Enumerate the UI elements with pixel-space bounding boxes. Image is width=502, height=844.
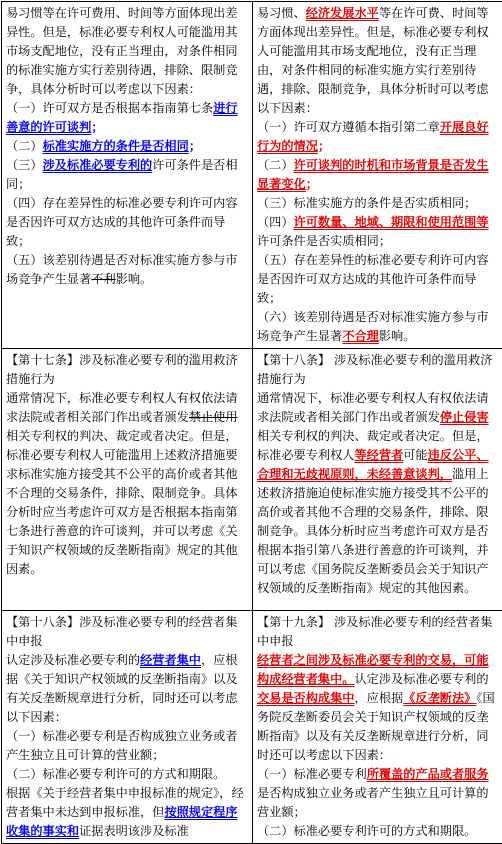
text: 相关专利权的判决、裁定或者决定。但是，标准必要专利权人 <box>257 429 489 462</box>
highlighted-text: 按照规定程序收集的事实和 <box>6 805 238 838</box>
article-title: 【第十七条】涉及标准必要专利的滥用救济措施行为 <box>6 351 249 389</box>
added-text: 许可数量、地域、期限和使用范围等 <box>294 215 489 229</box>
item-text: （二） <box>257 158 294 172</box>
list-item <box>257 765 500 822</box>
added-text: 停止侵害 <box>440 410 489 424</box>
list-item: （五）存在差异性的标准必要专利许可内容是否因许可双方达成的其他许可条件而导致； <box>257 251 500 308</box>
punct: ； <box>91 120 103 134</box>
paragraph <box>257 4 500 118</box>
paragraph <box>257 389 500 598</box>
item-text: （五）该差别待遇是否对标准实施方参与市场竞争产生显著 <box>6 253 238 286</box>
new-text-cell <box>253 611 502 844</box>
added-text: 开展良好行为的情况 <box>257 120 489 153</box>
item-text: 许可条件是否相同； <box>6 158 238 191</box>
highlighted-text: 经营者集中 <box>140 653 201 667</box>
item-text: （二） <box>6 139 43 153</box>
text: 认定涉及标准必要专利的 <box>6 653 140 667</box>
text: 通常情况下，标准必要专利权人有权依法请求法院或者相关部门作出或者颁发 <box>257 391 489 424</box>
list-item: （二）标准必要专利许可的方式和期限。 <box>257 822 500 841</box>
new-text-cell <box>253 2 502 349</box>
added-text: 所覆盖的产品或者服务 <box>367 767 489 781</box>
text: 等在许可费、时间等方面体现出差异性。但是，标准必要专利权人可能滥用其市场支配地位，没有正当理由，对条件相同的标准实施方实行差别待遇，排除、限制竞争，具体分析时可以考虑以下因素： <box>257 6 489 115</box>
punct: ； <box>318 139 330 153</box>
table-row <box>2 2 502 349</box>
text: 《国务院反垄断委员会关于知识产权领域的反垄断指南》以及有关反垄断规章进行分析，同时还可以考虑以下因素： <box>257 691 495 762</box>
paragraph <box>6 389 249 579</box>
text: 可能 <box>403 448 427 462</box>
article-title: 【第十八条】涉及标准必要专利的经营者集中申报 <box>6 613 249 651</box>
item-text: （三） <box>6 158 43 172</box>
item-text: （六）该差别待遇是否对标准实施方参与市场竞争产生显著 <box>257 310 489 343</box>
paragraph <box>6 651 249 727</box>
old-text-cell <box>2 349 253 611</box>
list-item: （四）存在差异性的标准必要专利许可内容是否因许可双方达成的其他许可条件而导致； <box>6 194 249 251</box>
list-item <box>257 118 500 156</box>
text: 滥用上述救济措施迫使标准实施方接受其不公平的高价或者其他不合理的交易条件，排除、限制竞争。具体分析时应当考虑许可双方是否根据本指引第八条进行善意的许可谈判，并可以考虑《国务院反垄断委员会关于知识产权领域的反垄断指南》规定的其他因素。 <box>257 467 489 595</box>
paragraph <box>257 651 500 765</box>
added-text: 《反垄断法》 <box>403 691 476 705</box>
item-text: （一）许可双方是否根据本指南第七条 <box>6 101 213 115</box>
text: 通常情况下，标准必要专利权人有权依法请求法院或者相关部门作出或者颁发 <box>6 391 238 424</box>
text: ，应根据 <box>355 691 404 705</box>
list-item <box>6 137 249 156</box>
deleted-text: 禁止使用 <box>189 410 238 424</box>
list-item <box>257 308 500 346</box>
table-row <box>2 611 502 844</box>
text: 认定涉及标准必要专利的 <box>355 672 489 686</box>
added-text: 交易是否构成集中 <box>257 691 355 705</box>
punct: ； <box>189 139 201 153</box>
punct: ； <box>306 177 318 191</box>
list-item: （二）标准必要专利许可的方式和期限。 <box>6 765 249 784</box>
old-text-cell <box>2 2 253 349</box>
comparison-table <box>1 1 502 844</box>
list-item <box>257 156 500 194</box>
added-text: 违反公平、合理和无歧视原则，未经善意谈判， <box>257 448 489 481</box>
added-text: 不合理 <box>342 329 379 343</box>
article-title: 【第十九条】 涉及标准必要专利的经营者集中申报 <box>257 613 500 651</box>
highlighted-text: 进行善意的许可谈判 <box>6 101 238 134</box>
paragraph: 易习惯等在许可费用、时间等方面体现出差异性。但是，标准必要专利权人可能滥用其市场支配地位，没有正当理由，对条件相同的标准实施方实行差别待遇，排除、限制竞争，具体分析时可以考虑以下因素： <box>6 4 249 99</box>
list-item <box>257 213 500 251</box>
added-text: 经济发展水平 <box>306 6 379 20</box>
highlighted-text: 标准实施方的条件是否相同 <box>43 139 189 153</box>
item-text: （四） <box>257 215 294 229</box>
list-item: （三）标准实施方的条件是否实质相同； <box>257 194 500 213</box>
item-text: 是否构成独立业务或者产生独立且可计算的营业额； <box>257 786 489 819</box>
text: 易习惯、 <box>257 6 306 20</box>
item-text: 许可条件是否实质相同； <box>257 234 391 248</box>
text: ，应根据《关于知识产权领域的反垄断指南》以及有关反垄断规章进行分析，同时还可以考虑以下因素： <box>6 653 238 724</box>
highlighted-text: 涉及标准必要专利的 <box>43 158 153 172</box>
text: 相关专利权的判决、裁定或者决定。但是，标准必要专利权人可能滥用上述救济措施要求标准实施方接受其不公平的高价或者其他不合理的交易条件，排除、限制竞争。具体分析时应当考虑许可双方是否根据本指南第七条进行善意的许可谈判，并可以考虑《关于知识产权领域的反垄断指南》规定的其他因素。 <box>6 429 238 576</box>
deleted-text: 不利 <box>91 272 115 286</box>
item-text: （一）许可双方遵循本指引第二章 <box>257 120 440 134</box>
text: 证据表明该涉及标准 <box>79 824 189 838</box>
list-item <box>6 156 249 194</box>
paragraph <box>6 784 249 841</box>
added-text: 等经营者 <box>355 448 404 462</box>
article-title: 【第十八条】 涉及标准必要专利的滥用救济措施行为 <box>257 351 500 389</box>
table-row <box>2 349 502 611</box>
list-item <box>6 99 249 137</box>
new-text-cell <box>253 349 502 611</box>
old-text-cell <box>2 611 253 844</box>
list-item <box>6 251 249 289</box>
added-text: 许可谈判的时机和市场背景是否发生显著变化 <box>257 158 489 191</box>
item-text: （一）标准必要专利 <box>257 767 367 781</box>
item-text: 影响。 <box>379 329 416 343</box>
added-text: 经营者之间涉及标准必要专利的交易，可能构成经营者集中。 <box>257 653 489 686</box>
item-text: 影响。 <box>116 272 153 286</box>
text: 根据《关于经营者集中申报标准的规定》，经营者集中未达到申报标准，但 <box>6 786 244 819</box>
list-item: （一）标准必要专利是否构成独立业务或者产生独立且可计算的营业额； <box>6 727 249 765</box>
